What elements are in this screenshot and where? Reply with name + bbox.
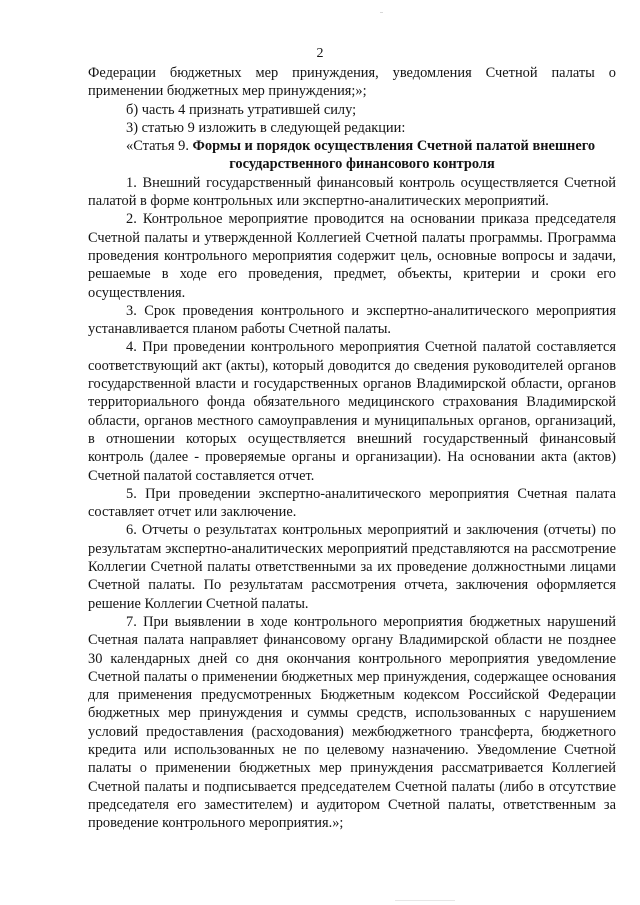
article-prefix: «Статья 9. <box>126 138 193 155</box>
paragraph-item-b: б) часть 4 признать утратившей силу; <box>126 101 357 118</box>
scan-artifact-bottom <box>395 900 455 901</box>
document-body <box>88 64 616 832</box>
paragraph-intro: Федерации бюджетных мер принуждения, уведомления Счетной палаты о применении бюджетных мер принуждения;»; <box>88 65 616 100</box>
paragraph-4: 4. При проведении контрольного мероприятия Счетной палатой составляется соответствующий акт (акты), который доводится до сведения руководителей органов государственной власти и государственных органов Владимирской области, органов территориального фонда обязательного медицинского страхования Владимирской области, органов местного самоуправления и муниципальных органов, организаций, в отношении которых осуществляется внешний государственный финансовый контроль (далее - проверяемые органы и организации). На основании акта (актов) Счетной палатой составляется отчет. <box>88 339 616 484</box>
paragraph-1: 1. Внешний государственный финансовый контроль осуществляется Счетной палатой в форме контрольных или экспертно-аналитических мероприятий. <box>88 174 616 210</box>
article-title-continuation: государственного финансового контроля <box>229 156 495 173</box>
paragraph-6: 6. Отчеты о результатах контрольных мероприятий и заключения (отчеты) по результатам экспертно-аналитических мероприятий представляются на рассмотрение Коллегии Счетной палаты ответственными за их проведение должностными лицами Счетной палаты. По результатам рассмотрения отчета, заключения оформляется решение Коллегии Счетной палаты. <box>88 522 616 612</box>
page-number: 2 <box>316 46 324 61</box>
paragraph-item-3: 3) статью 9 изложить в следующей редакции: <box>126 119 406 136</box>
paragraph-3: 3. Срок проведения контрольного и экспертно-аналитического мероприятия устанавливается планом работы Счетной палаты. <box>88 302 616 338</box>
article-heading <box>88 137 616 155</box>
scan-artifact-top <box>380 12 383 13</box>
paragraph-2: 2. Контрольное мероприятие проводится на основании приказа председателя Счетной палаты и утвержденной Коллегией Счетной палаты программы. Программа проведения контрольного мероприятия содержит цель, основные вопросы и задачи, решаемые в ходе его проведения, предмет, объекты, критерии и сроки его осуществления. <box>88 211 616 301</box>
paragraph-7: 7. При выявлении в ходе контрольного мероприятия бюджетных нарушений Счетная палата направляет финансовому органу Владимирской области не позднее 30 календарных дней со дня окончания контрольного мероприятия уведомление Счетной палаты о применении бюджетных мер принуждения, содержащее основания для применения предусмотренных Бюджетным кодексом Российской Федерации бюджетных мер принуждения и суммы средств, использованных с нарушением условий предоставления (расходования) межбюджетного трансферта, бюджетного кредита или использованных не по целевому назначению. Уведомление Счетной палаты о применении бюджетных мер принуждения рассматривается Коллегией Счетной палаты и подписывается председателем Счетной палаты (либо в отсутствие председателя его заместителем) и аудитором Счетной палаты, ответственным за проведение контрольного мероприятия.»; <box>88 613 616 832</box>
paragraph-5: 5. При проведении экспертно-аналитического мероприятия Счетная палата составляет отчет или заключение. <box>88 485 616 521</box>
article-title: Формы и порядок осуществления Счетной палатой внешнего <box>192 138 596 155</box>
